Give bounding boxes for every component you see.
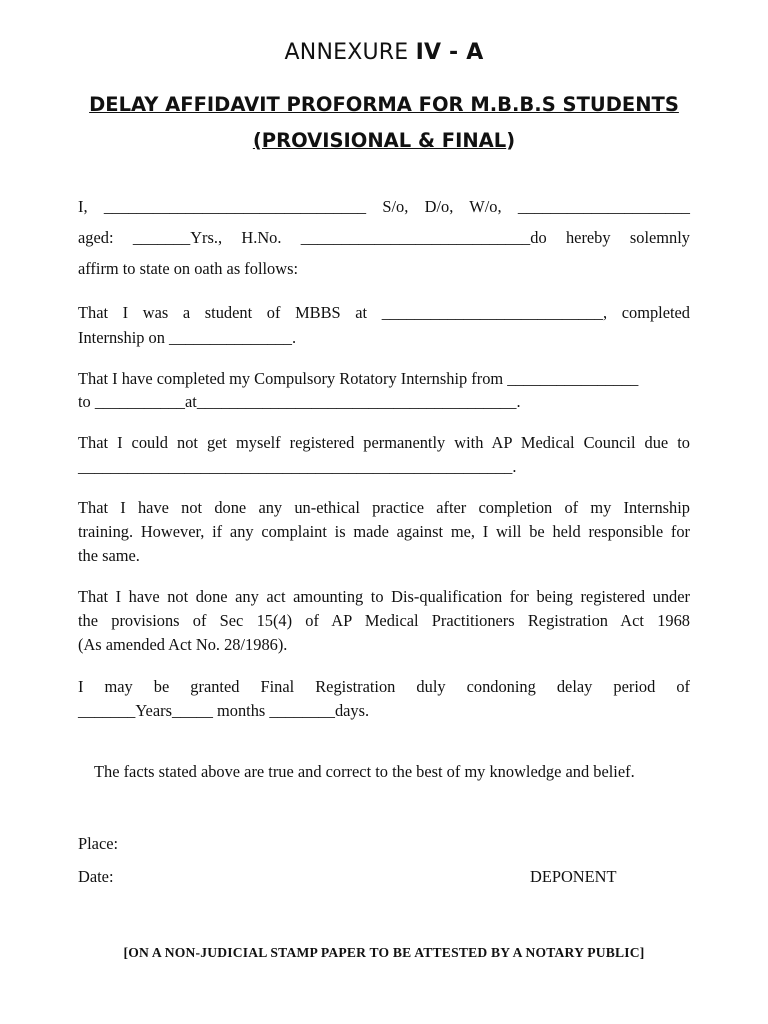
ethics-line-3: the same. bbox=[78, 546, 140, 565]
disqualification-line-1: That I have not done any act amounting to Dis-qualification for being registered under bbox=[78, 587, 690, 606]
date-label: Date: bbox=[78, 867, 114, 886]
place-label: Place: bbox=[78, 834, 119, 853]
registration-reason-blank: _____________________________________________________. bbox=[78, 457, 517, 476]
subtitle-underlined: (PROVISIONAL & FINAL bbox=[252, 129, 507, 152]
stamp-paper-note: [ON A NON-JUDICIAL STAMP PAPER TO BE ATTESTED BY A NOTARY PUBLIC] bbox=[123, 945, 645, 960]
condone-delay-line-2: _______Years_____ months ________days. bbox=[78, 701, 370, 720]
disqualification-line-3: (As amended Act No. 28/1986). bbox=[78, 635, 288, 654]
internship-place-line: to ___________at_______________________________________. bbox=[78, 392, 521, 411]
deponent-name-line: I, ________________________________ S/o, D/o, W/o, _____________________ bbox=[78, 197, 690, 216]
condone-delay-line-1: I may be granted Final Registration duly condoning delay period of bbox=[78, 677, 690, 696]
age-address-line: aged: _______Yrs., H.No. ____________________________do hereby solemnly bbox=[78, 228, 690, 247]
subtitle-tail: ) bbox=[506, 129, 516, 152]
ethics-line-2: training. However, if any complaint is made against me, I will be held responsible for bbox=[78, 522, 690, 541]
annexure-prefix: ANNEXURE bbox=[284, 40, 416, 65]
internship-date-line: Internship on _______________. bbox=[78, 328, 297, 347]
document-subtitle bbox=[0, 129, 768, 152]
annexure-number: IV - A bbox=[415, 40, 484, 65]
registration-reason-line: That I could not get myself registered permanently with AP Medical Council due to bbox=[78, 433, 690, 452]
disqualification-line-2: the provisions of Sec 15(4) of AP Medical Practitioners Registration Act 1968 bbox=[78, 611, 690, 630]
ethics-line-1: That I have not done any un-ethical practice after completion of my Internship bbox=[78, 498, 690, 517]
declaration-line: The facts stated above are true and correct to the best of my knowledge and belief. bbox=[94, 762, 635, 781]
oath-intro-line: affirm to state on oath as follows: bbox=[78, 259, 299, 278]
deponent-label: DEPONENT bbox=[530, 867, 617, 886]
document-title: DELAY AFFIDAVIT PROFORMA FOR M.B.B.S STUDENTS bbox=[89, 93, 679, 116]
annexure-heading bbox=[0, 40, 768, 65]
internship-period-line: That I have completed my Compulsory Rotatory Internship from ________________ bbox=[78, 369, 639, 388]
mbbs-college-line: That I was a student of MBBS at ___________________________, completed bbox=[78, 303, 690, 322]
